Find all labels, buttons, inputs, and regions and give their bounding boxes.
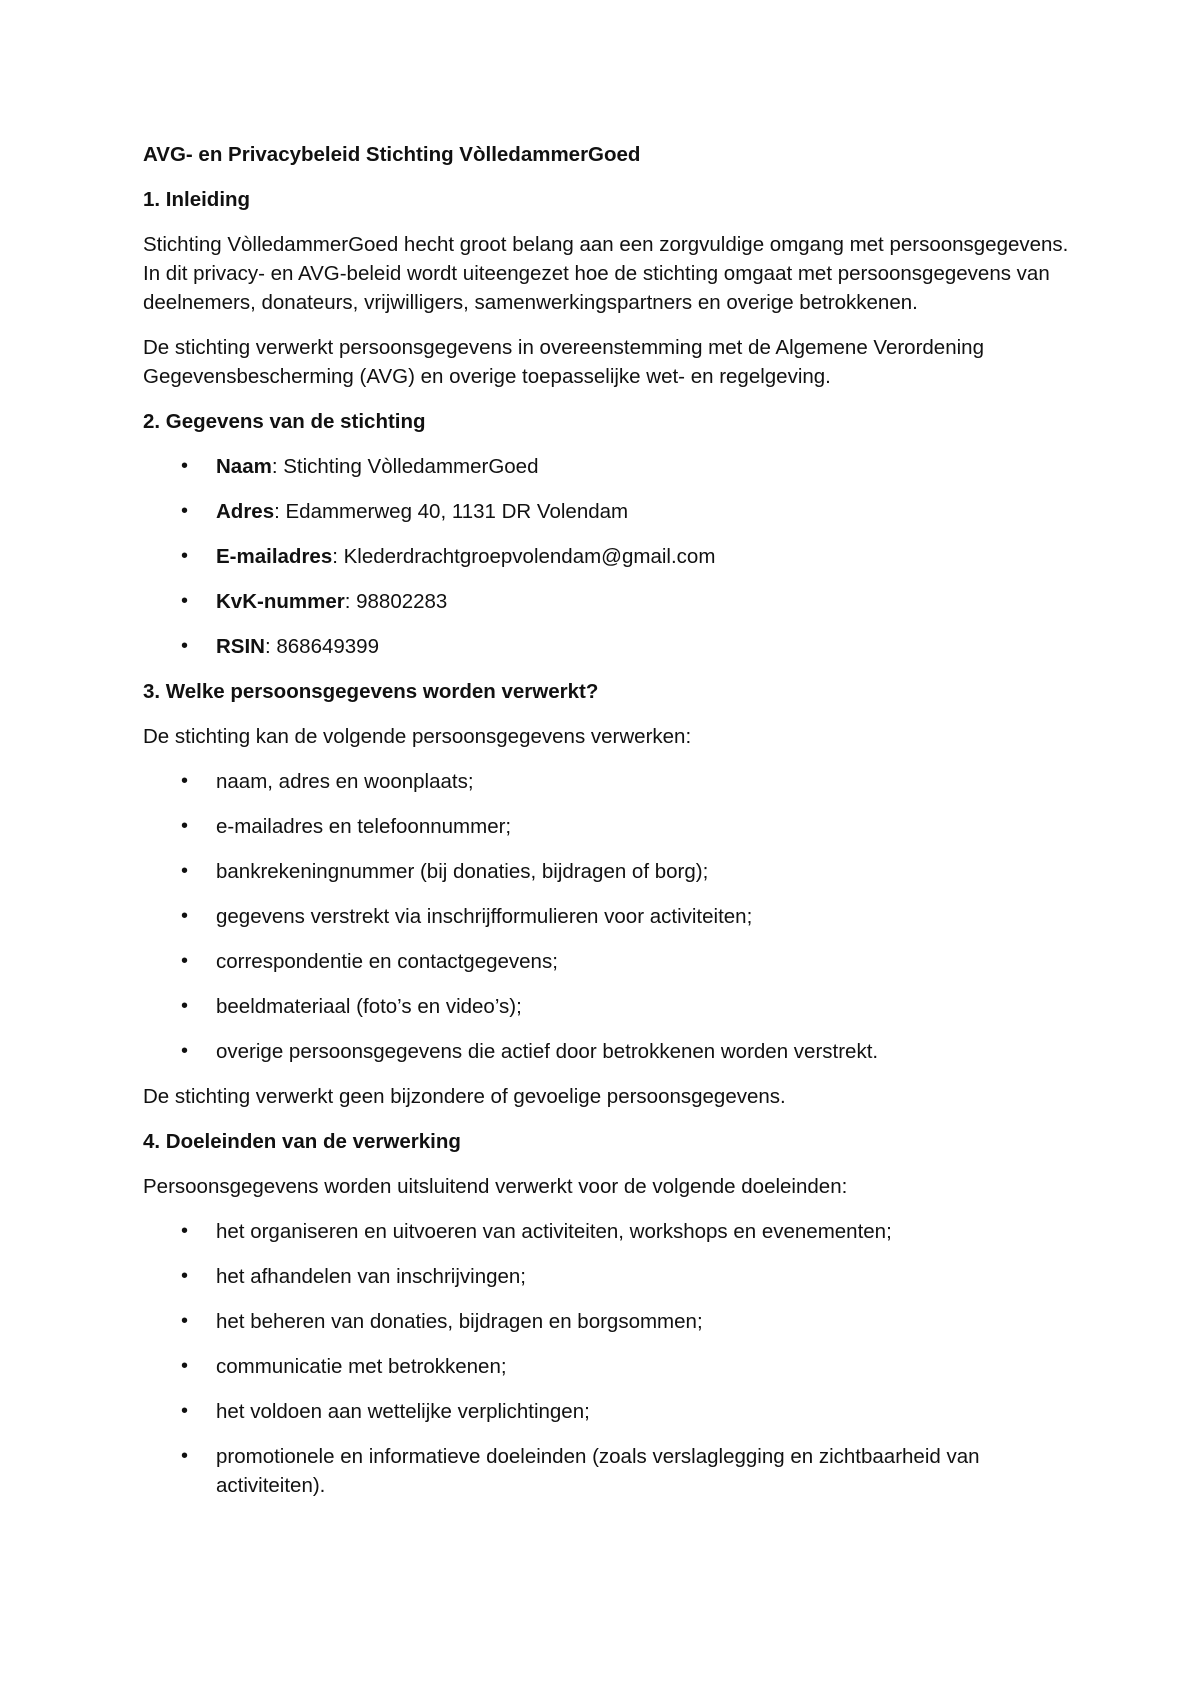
list-item [143, 992, 1073, 1021]
paragraph: De stichting kan de volgende persoonsgegevens verwerken: [143, 725, 692, 748]
bullet-icon: • [181, 1220, 189, 1242]
list-item-text: het afhandelen van inschrijvingen; [216, 1265, 526, 1288]
list-item [143, 632, 1073, 661]
list-item [143, 497, 1073, 526]
list-item [143, 812, 1073, 841]
list-item [143, 1037, 1073, 1066]
list-item-text: e-mailadres en telefoonnummer; [216, 815, 512, 838]
bullet-icon: • [181, 815, 189, 837]
list-item [143, 857, 1073, 886]
bullet-icon: • [181, 635, 189, 657]
bullet-icon: • [181, 1355, 189, 1377]
list-item [143, 1442, 1073, 1500]
list-item [143, 1262, 1073, 1291]
list-item-text: het beheren van donaties, bijdragen en borgsommen; [216, 1310, 703, 1333]
bullet-icon: • [181, 905, 189, 927]
detail-value: : Klederdrachtgroepvolendam@gmail.com [332, 545, 716, 568]
detail-value: : Edammerweg 40, 1131 DR Volendam [274, 500, 629, 523]
list-item [143, 587, 1073, 616]
detail-value: : Stichting VòlledammerGoed [271, 455, 539, 478]
detail-key: Adres [216, 500, 275, 523]
bullet-icon: • [181, 860, 189, 882]
bullet-icon: • [181, 995, 189, 1017]
list-item [143, 902, 1073, 931]
bullet-icon: • [181, 590, 189, 612]
foundation-details-list [143, 452, 1073, 661]
list-item-text: correspondentie en contactgegevens; [216, 950, 558, 973]
section-heading-doeleinden: 4. Doeleinden van de verwerking [143, 1130, 461, 1153]
bullet-icon: • [181, 500, 189, 522]
document-page [143, 140, 1073, 1516]
list-item [143, 452, 1073, 481]
paragraph: De stichting verwerkt geen bijzondere of gevoelige persoonsgegevens. [143, 1085, 786, 1108]
paragraph: Stichting VòlledammerGoed hecht groot belang aan een zorgvuldige omgang met persoonsgegevens. In dit privacy- en AVG-beleid wordt uiteengezet hoe de stichting omgaat met persoonsgegevens van deelnemers, donateurs, vrijwilligers, samenwerkingspartners en overige betrokkenen. [143, 233, 1069, 314]
document-title: AVG- en Privacybeleid Stichting VòlledammerGoed [143, 143, 641, 166]
bullet-icon: • [181, 1310, 189, 1332]
bullet-icon: • [181, 545, 189, 567]
detail-value: : 98802283 [344, 590, 448, 613]
bullet-icon: • [181, 455, 189, 477]
bullet-icon: • [181, 1400, 189, 1422]
paragraph: De stichting verwerkt persoonsgegevens in overeenstemming met de Algemene Verordening Gegevensbescherming (AVG) en overige toepasselijke wet- en regelgeving. [143, 336, 984, 388]
list-item-text: communicatie met betrokkenen; [216, 1355, 507, 1378]
detail-key: E-mailadres [216, 545, 333, 568]
section-heading-persoonsgegevens: 3. Welke persoonsgegevens worden verwerkt? [143, 680, 599, 703]
list-item [143, 542, 1073, 571]
list-item-text: beeldmateriaal (foto’s en video’s); [216, 995, 522, 1018]
bullet-icon: • [181, 1265, 189, 1287]
bullet-icon: • [181, 1040, 189, 1062]
list-item-text: gegevens verstrekt via inschrijfformulieren voor activiteiten; [216, 905, 753, 928]
list-item [143, 1397, 1073, 1426]
list-item-text: het voldoen aan wettelijke verplichtingen; [216, 1400, 590, 1423]
list-item [143, 1352, 1073, 1381]
list-item [143, 1217, 1073, 1246]
list-item-text: overige persoonsgegevens die actief door betrokkenen worden verstrekt. [216, 1040, 879, 1063]
list-item-text: promotionele en informatieve doeleinden (zoals verslaglegging en zichtbaarheid van activiteiten). [216, 1445, 980, 1497]
data-types-list [143, 767, 1073, 1066]
list-item-text: het organiseren en uitvoeren van activiteiten, workshops en evenementen; [216, 1220, 892, 1243]
list-item [143, 947, 1073, 976]
detail-key: KvK-nummer [216, 590, 345, 613]
detail-key: RSIN [216, 635, 265, 658]
section-heading-inleiding: 1. Inleiding [143, 188, 251, 211]
purposes-list [143, 1217, 1073, 1500]
section-heading-gegevens: 2. Gegevens van de stichting [143, 410, 426, 433]
bullet-icon: • [181, 1445, 189, 1467]
paragraph: Persoonsgegevens worden uitsluitend verwerkt voor de volgende doeleinden: [143, 1175, 848, 1198]
detail-value: : 868649399 [264, 635, 379, 658]
list-item [143, 767, 1073, 796]
list-item-text: naam, adres en woonplaats; [216, 770, 474, 793]
bullet-icon: • [181, 950, 189, 972]
detail-key: Naam [216, 455, 272, 478]
list-item [143, 1307, 1073, 1336]
list-item-text: bankrekeningnummer (bij donaties, bijdragen of borg); [216, 860, 709, 883]
bullet-icon: • [181, 770, 189, 792]
